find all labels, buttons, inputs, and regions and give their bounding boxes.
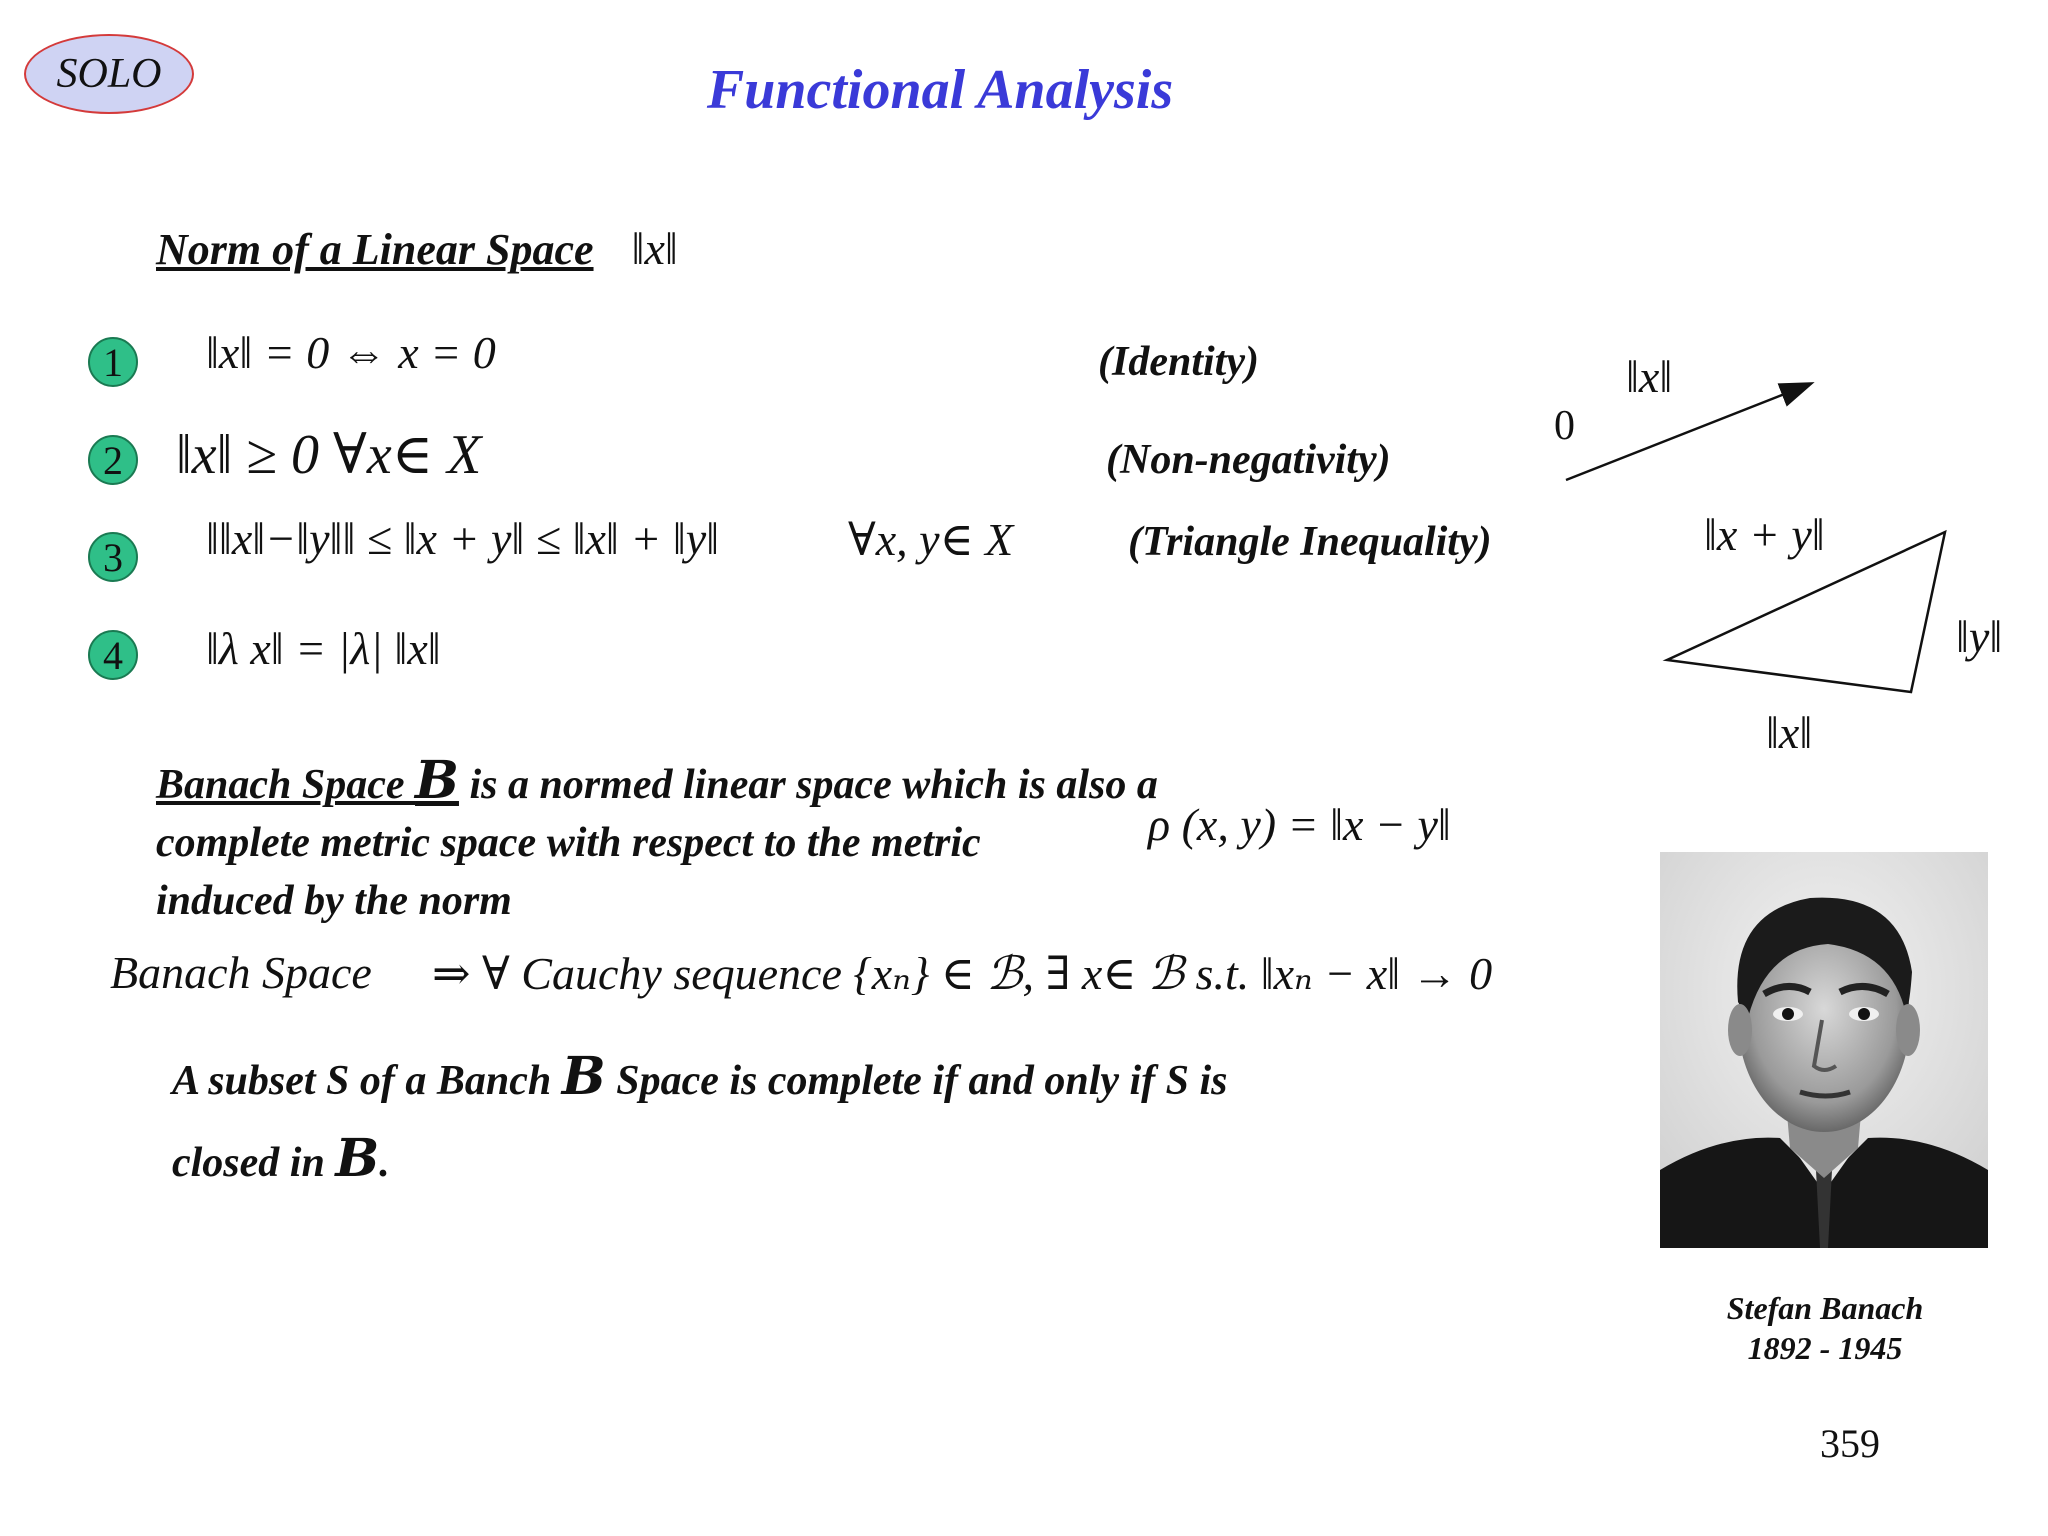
triangle-quantifier: ∀x, y∈ X — [848, 514, 1014, 565]
portrait-photo — [1660, 852, 1988, 1248]
subset-line1-a: A subset S of a Banch — [172, 1058, 562, 1104]
property-number: 4 — [88, 630, 138, 680]
property-number: 2 — [88, 435, 138, 485]
non-negativity-formula: ‖x‖ ≥ 0 ∀x∈ X — [176, 424, 482, 486]
slide-title: Functional Analysis — [706, 59, 1174, 121]
subset-line2-a: closed in — [172, 1140, 336, 1186]
banach-symbol: B — [415, 750, 459, 811]
banach-definition-line1 — [156, 752, 1158, 814]
x-norm-label: ‖x‖ — [1766, 707, 1813, 758]
subset-line2-b: . — [379, 1140, 390, 1186]
property-number: 3 — [88, 532, 138, 582]
origin-label: 0 — [1554, 403, 1575, 449]
norm-heading — [156, 222, 678, 275]
triangle-label: (Triangle Inequality) — [1128, 519, 1492, 565]
solo-badge: SOLO — [24, 34, 194, 114]
banach-definition-line2: complete metric space with respect to the metric — [156, 820, 981, 866]
identity-label: (Identity) — [1098, 339, 1259, 385]
norm-heading-text: Norm of a Linear Space — [156, 225, 594, 274]
cauchy-statement: ⇒ ∀ Cauchy sequence {xₙ} ∈ ℬ, ∃ x∈ ℬ s.t. ‖xₙ − x‖ → 0 — [432, 948, 1493, 999]
vector-arrow — [1566, 384, 1810, 480]
portrait-name: Stefan Banach — [1726, 1290, 1924, 1326]
triangle-formula: ‖‖x‖−‖y‖‖ ≤ ‖x + y‖ ≤ ‖x‖ + ‖y‖ — [206, 513, 720, 564]
y-norm-label: ‖y‖ — [1956, 611, 2003, 662]
subset-line2 — [172, 1128, 390, 1189]
banach-line1-rest: is a normed linear space which is also a — [458, 762, 1158, 808]
subset-symbol: B — [561, 1046, 606, 1107]
norm-heading-symbol: ‖x‖ — [631, 223, 678, 274]
cauchy-lhs: Banach Space — [110, 947, 372, 998]
homogeneity-formula: ‖λ x‖ = |λ| ‖x‖ — [206, 623, 441, 674]
page-number: 359 — [1820, 1421, 1880, 1466]
non-negativity-label: (Non-negativity) — [1106, 437, 1391, 483]
banach-definition-line3: induced by the norm — [156, 878, 512, 924]
sum-norm-label: ‖x + y‖ — [1704, 509, 1825, 560]
subset-closed-symbol: B — [335, 1128, 380, 1189]
identity-formula: ‖x‖ = 0 ⇔ x = 0 — [206, 327, 496, 378]
portrait-years: 1892 - 1945 — [1747, 1330, 1903, 1366]
subset-line1-b: Space is complete if and only if S is — [605, 1058, 1228, 1104]
portrait-caption — [1560, 1288, 2048, 1368]
banach-definition — [156, 752, 1158, 930]
banach-term: Banach Space — [156, 762, 416, 808]
metric-formula: ρ (x, y) = ‖x − y‖ — [1148, 799, 1451, 850]
property-number: 1 — [88, 337, 138, 387]
vector-norm-label: ‖x‖ — [1626, 351, 1673, 402]
subset-line1 — [172, 1046, 1228, 1107]
